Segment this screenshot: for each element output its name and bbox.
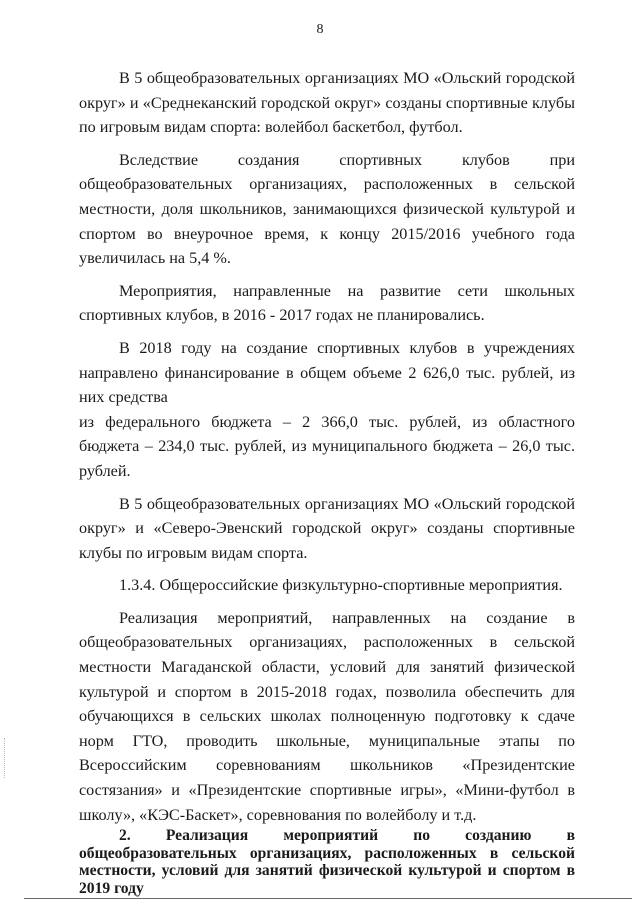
section-title-1-3-4: 1.3.4. Общероссийские физкультурно-спортивные мероприятия. [119,576,563,595]
paragraph-gto-events: Реализация мероприятий, направленных на создание в общеобразовательных организациях, расположенных в сельской местности Магаданской области, условий для занятий физической культурой и спортом в 2015-2018 годах, позволила обеспечить для обучающихся в сельских школах полноценную подготовку к сдаче норм ГТО, проводить школьные, муниципальные этапы по Всероссийским соревнованиям школьников «Президентские состязания» и «Президентские спортивные игры», «Мини-футбол в школу», «КЭС-Баскет», соревнования по волейболу и т.д. [79,608,575,824]
paragraph-not-planned: Мероприятия, направленные на развитие сети школьных спортивных клубов, в 2016 - 2017 годах не планировались. [79,281,575,325]
section-heading-2: 2. Реализация мероприятий по созданию в общеобразовательных организациях, расположенных в сельской местности, условий для занятий физической культурой и спортом в 2019 году [79,827,575,897]
page-number: 8 [316,22,324,37]
document-body [79,66,575,897]
bottom-rule [24,898,632,899]
paragraph-share-of-students: Вследствие создания спортивных клубов при общеобразовательных организациях, расположенных в сельской местности, доля школьников, занимающихся физической культурой и спортом во внеурочное время, к концу 2015/2016 учебного года увеличилась на 5,4 %. [79,150,575,268]
paragraph-funding-breakdown: из федерального бюджета – 2 366,0 тыс. рублей, из областного бюджета – 234,0 тыс. рублей, из муниципального бюджета – 26,0 тыс. рублей. [79,412,575,480]
paragraph-sports-clubs-olsky: В 5 общеобразовательных организациях МО «Ольский городской округ» и «Среднеканский городской округ» созданы спортивные клубы по игровым видам спорта: волейбол баскетбол, футбол. [79,69,575,137]
paragraph-sports-clubs-severo-evensky: В 5 общеобразовательных организациях МО «Ольский городской округ» и «Северо-Эвенский городской округ» созданы спортивные клубы по игровым видам спорта. [79,494,575,562]
paragraph-funding-2018: В 2018 году на создание спортивных клубов в учреждениях направлено финансирование в общем объеме 2 626,0 тыс. рублей, из них средства [79,338,575,407]
margin-mark [4,738,11,778]
